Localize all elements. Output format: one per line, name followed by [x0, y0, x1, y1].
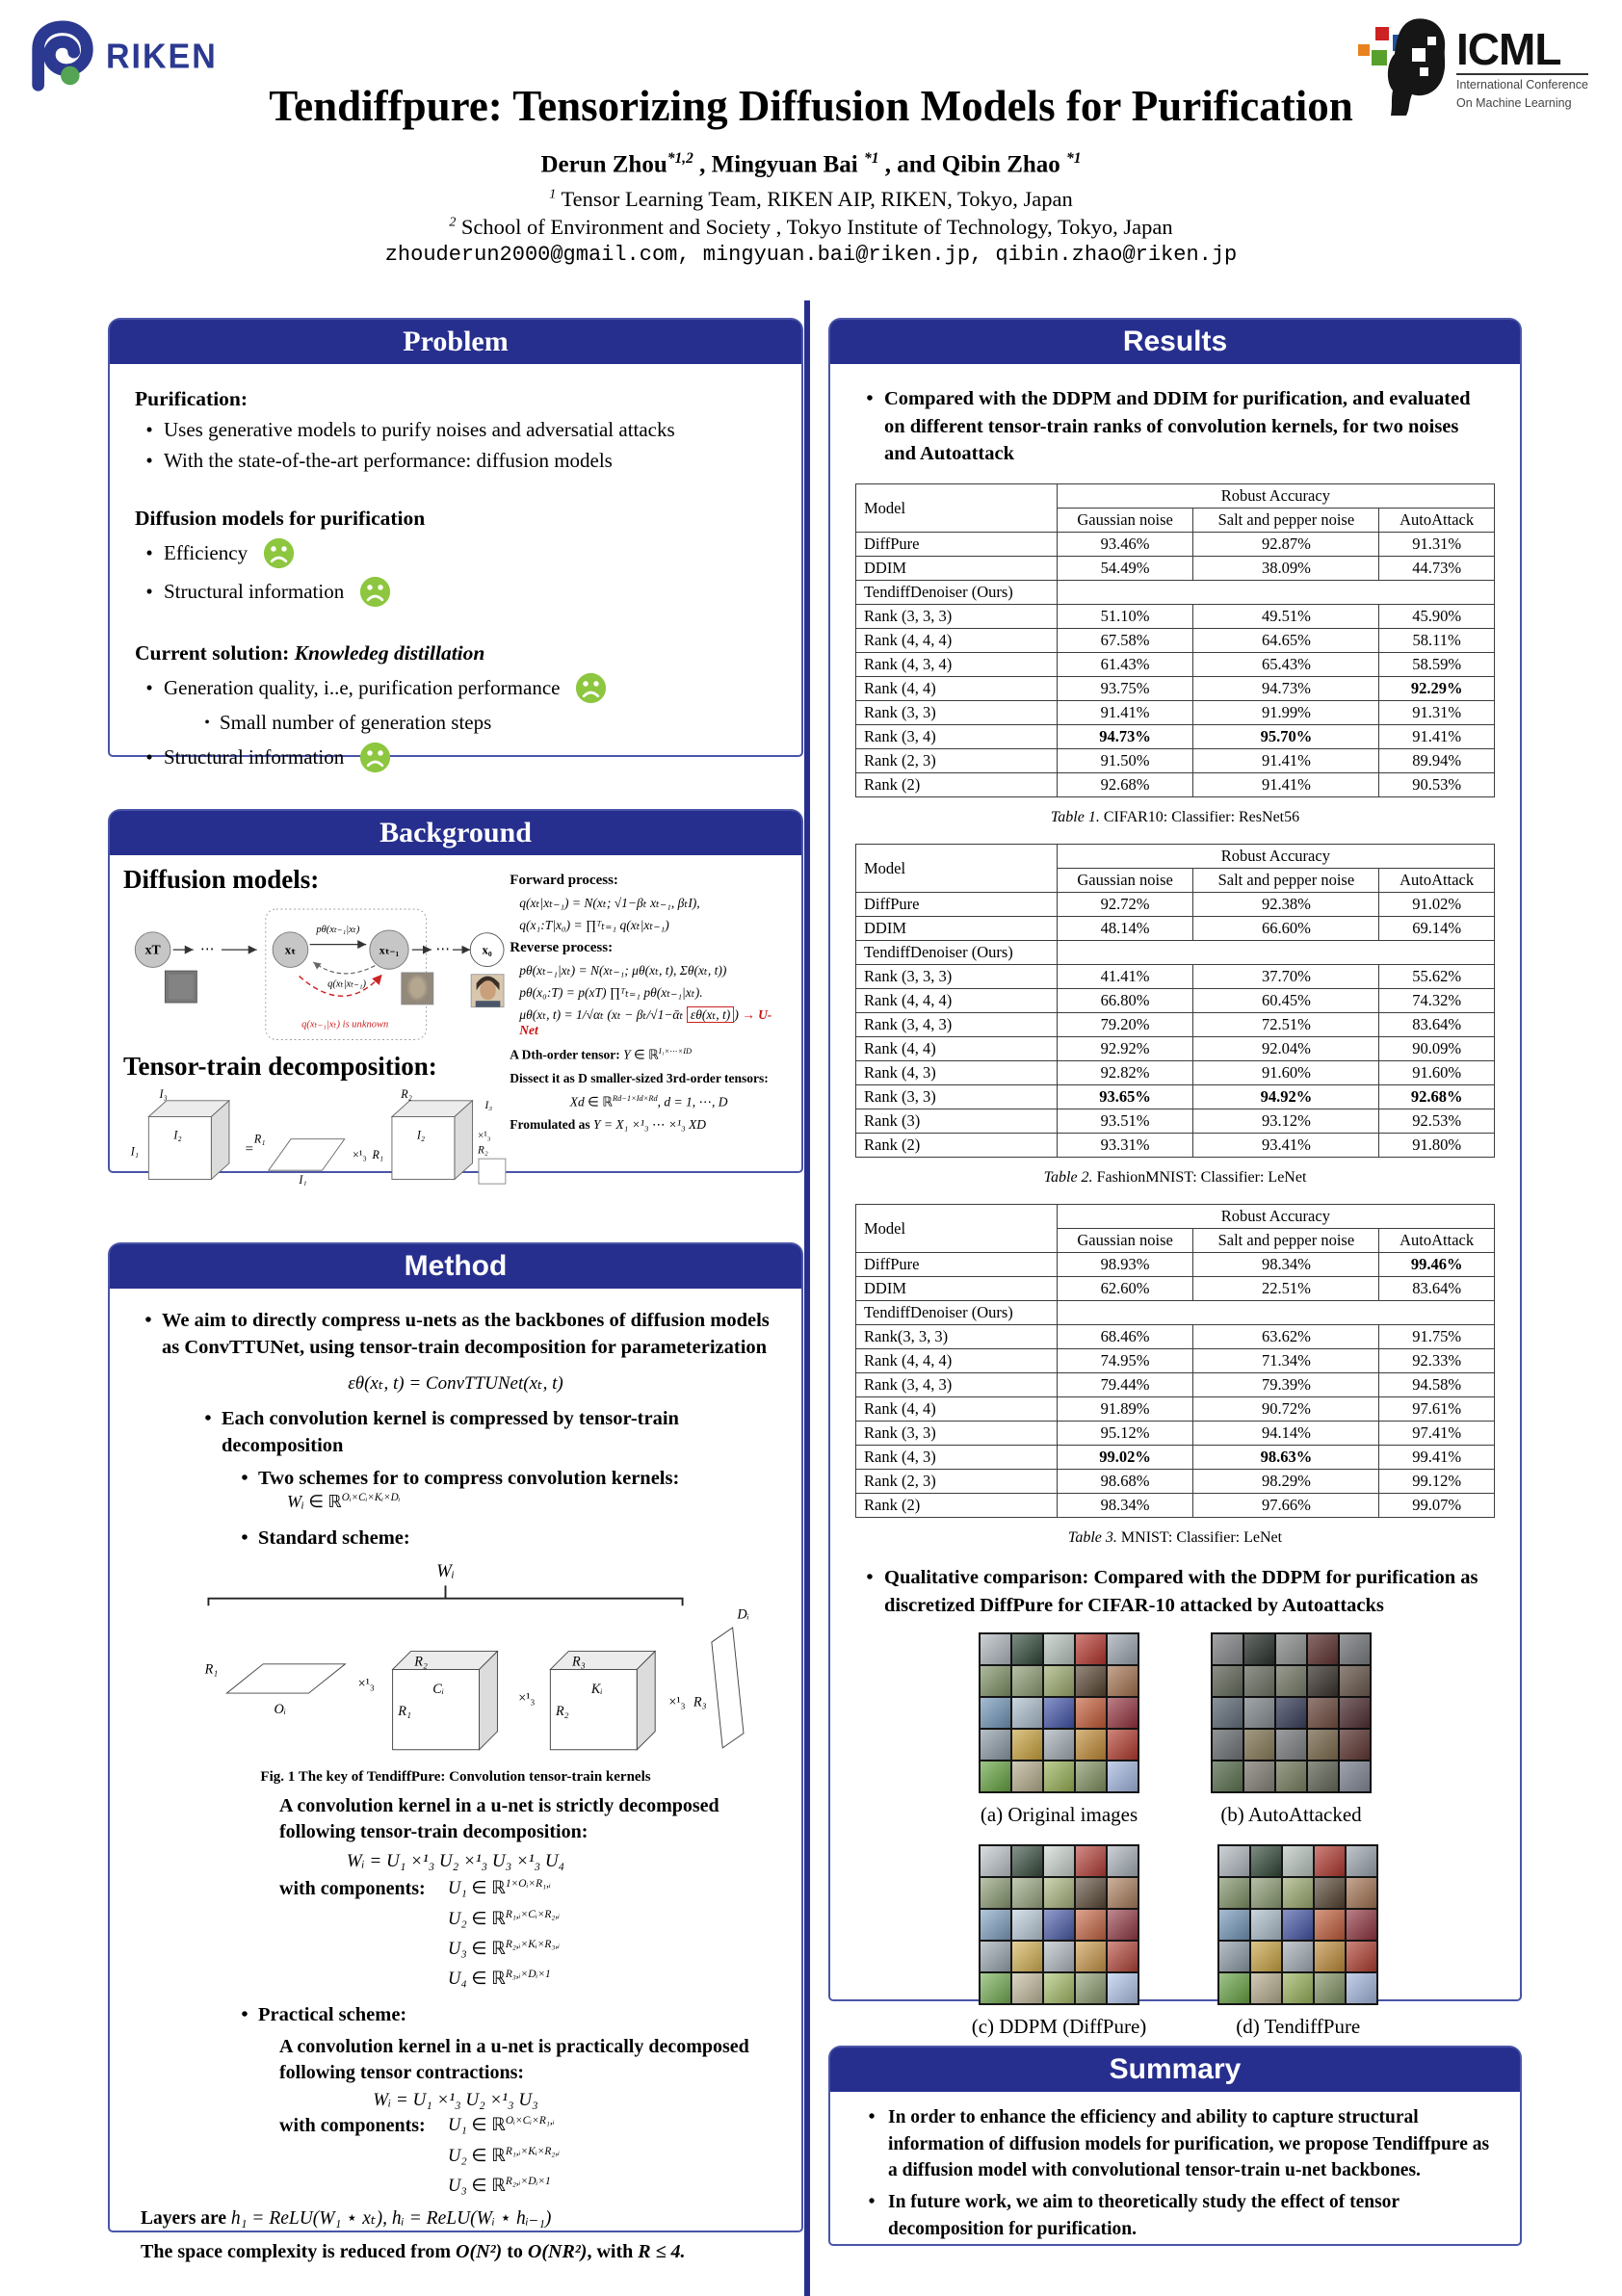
svg-text:q(xₜ|xₜ₋₁): q(xₜ|xₜ₋₁): [327, 978, 367, 990]
sad-face-icon: [359, 742, 391, 773]
figure-1-caption: Fig. 1 The key of TendiffPure: Convolution tensor-train kernels: [260, 1769, 651, 1786]
with-components-label: with components:: [279, 1878, 426, 1900]
method-panel: [108, 1242, 803, 2263]
svg-text:×¹₃: ×¹₃: [353, 1148, 367, 1162]
reverse-eq-2: pθ(x₀:T) = p(xT) ∏ᵀₜ₌₁ pθ(xₜ₋₁|xₜ).: [519, 985, 703, 1000]
svg-text:Kᵢ: Kᵢ: [590, 1682, 603, 1698]
authors-line: Derun Zhou$^{*1,2}$ , Mingyuan Bai $^{*1}$ , and Qibin Zhao $^{*1}$: [540, 150, 1082, 178]
component-u2: U₂ ∈ ℝ$^{R_1,ᵢ\times Cᵢ\times R_2,ᵢ}$: [448, 1909, 561, 1930]
grid-caption-b: (b) AutoAttacked: [1220, 1803, 1362, 1827]
table-3-caption: Table 3. MNIST: Classifier: LeNet: [1067, 1529, 1283, 1547]
svg-text:×¹₃: ×¹₃: [518, 1690, 536, 1707]
reverse-eq-1: pθ(xₜ₋₁|xₜ) = N(xₜ₋₁; μθ(xₜ, t), Σθ(xₜ, t)): [519, 963, 727, 978]
svg-text:xₜ: xₜ: [284, 943, 297, 957]
background-panel: [108, 809, 803, 1186]
current-solution-heading: Current solution: Knowledeg distillation: [135, 641, 485, 665]
list-item: • Structural information: [135, 576, 776, 608]
method-section-header: [110, 1244, 801, 1289]
diffusion-models-heading: Diffusion models for purification: [135, 507, 426, 530]
diffusion-models-subheading: Diffusion models:: [123, 865, 320, 894]
practical-decomposition-text: A convolution kernel in a u-net is practically decomposed following tensor contractions:: [279, 2036, 749, 2084]
affiliation-2: $^2$ School of Environment and Society , Tokyo Institute of Technology, Tokyo, Japan: [449, 215, 1173, 239]
svg-text:R₂: R₂: [478, 1144, 488, 1157]
component-u4: U₄ ∈ ℝ$^{R_3,ᵢ\times Dᵢ\times 1}$: [448, 1969, 551, 1990]
grid-caption-a: (a) Original images: [980, 1803, 1138, 1827]
svg-text:I₂: I₂: [416, 1128, 426, 1142]
practical-scheme-label: • Practical scheme:: [231, 2002, 776, 2029]
svg-text:Wᵢ: Wᵢ: [436, 1560, 455, 1581]
image-grid-autoattacked: [1211, 1632, 1372, 1839]
component-u1: U₁ ∈ ℝ$^{1\times Oᵢ\times R_1,ᵢ}$: [448, 1878, 551, 1899]
svg-text:⋯: ⋯: [200, 941, 215, 957]
cifar-grid-a: [979, 1632, 1139, 1793]
standard-components: [279, 1878, 776, 1990]
formulated-line: Fromulated as Y = X₁ ×¹₃ ⋯ ×¹₃ XD: [510, 1117, 707, 1132]
mu-equation: μθ(xₜ, t) = 1/√αₜ (xₜ − βₜ/√1−ᾱₜ εθ(xₜ, t) ) → U-Net: [519, 1007, 772, 1037]
x-d-line: Xd ∈ ℝ$^{Rd-1\times Id\times Rd}$, d = 1, ⋯, D: [569, 1093, 728, 1109]
kernel-space-definition: Wᵢ ∈ ℝ$^{Oᵢ\times Cᵢ\times Kᵢ\times Dᵢ}$: [287, 1492, 401, 1512]
dth-order-tensor-line: A Dth-order tensor: Y ∈ ℝ$^{I_1\times\cdots\times ID}$: [510, 1047, 693, 1062]
grid-caption-c: (c) DDPM (DiffPure): [971, 2015, 1147, 2039]
list-item: • Efficiency: [135, 537, 776, 569]
component-u3: U₃ ∈ ℝ$^{R_2,ᵢ\times Kᵢ\times R_3,ᵢ}$: [448, 1939, 561, 1960]
qualitative-figure: [855, 1632, 1495, 2056]
diffusion-chain-diagram: [123, 899, 509, 1045]
svg-text:R₁: R₁: [372, 1148, 384, 1162]
icml-logo-text: ICML: [1456, 27, 1588, 75]
purification-heading: Purification:: [135, 387, 249, 410]
cifar-grid-c: [979, 1844, 1139, 2005]
results-table-mnist: Model Robust Accuracy Gaussian noise Salt and pepper noise AutoAttack DiffPure 98.93% 98.34% 99.46% DDIM 62.60% 22.51% 83.64% TendiffDenoiser (Ours) Rank(3, 3, 3) 68.46% 63.62% 91.75% Rank (4, 4, 4) 74.95% 71.34% 92.33% Rank (3, 4, 3) 79.44% 79.39% 94.58% Rank (4, 4) 91.89% 90.72% 97.61% Rank (3, 3) 95.12% 94.14% 97.41% Rank (4, 3) 99.02% 98.63% 99.41% Rank (2, 3) 98.68% 98.29% 99.12% Rank (2) 98.34% 97.66% 99.07%: [855, 1204, 1495, 1518]
svg-text:R₃: R₃: [693, 1694, 707, 1710]
svg-text:I₁: I₁: [130, 1144, 140, 1159]
layers-equation: Layers are h₁ = ReLU(W₁ ⋆ xₜ), hᵢ = ReLU(Wᵢ ⋆ hᵢ₋₁): [141, 2208, 552, 2230]
column-divider: [804, 300, 810, 2296]
svg-text:Oᵢ: Oᵢ: [274, 1701, 287, 1717]
summary-panel: [828, 2046, 1522, 2246]
svg-text:R₂: R₂: [556, 1703, 569, 1719]
tt-kernel-figure: [135, 1558, 756, 1762]
grid-caption-d: (d) TendiffPure: [1236, 2015, 1361, 2039]
svg-text:Cᵢ: Cᵢ: [432, 1682, 444, 1698]
tensor-train-diagram: [123, 1085, 509, 1186]
practical-components: [279, 2115, 776, 2197]
svg-text:=: =: [245, 1141, 254, 1158]
background-section-title: Background: [379, 817, 532, 848]
sad-face-icon: [359, 576, 391, 608]
svg-text:R₁: R₁: [398, 1703, 411, 1719]
image-grid-ddpm: [972, 1844, 1147, 2050]
image-grid-original: [979, 1632, 1139, 1839]
forward-eq-2: q(x₁:T|x₀) = ∏ᵀₜ₌₁ q(xₜ|xₜ₋₁): [519, 918, 669, 932]
svg-text:I₃: I₃: [484, 1100, 493, 1112]
strict-decomposition-text: A convolution kernel in a u-net is strictly decomposed following tensor-train decomposition:: [279, 1795, 719, 1843]
list-item: • Uses generative models to purify noises and adversatial attacks: [135, 418, 776, 442]
space-complexity-line: The space complexity is reduced from O(N²) to O(NR²), with R ≤ 4.: [141, 2241, 686, 2263]
results-section-title: Results: [1122, 326, 1228, 357]
svg-text:R₃: R₃: [572, 1654, 586, 1670]
sad-face-icon: [263, 537, 295, 569]
list-item: • Generation quality, i..e, purification performance: [135, 672, 776, 704]
standard-equation: Wᵢ = U₁ ×¹₃ U₂ ×¹₃ U₃ ×¹₃ U₄: [346, 1851, 565, 1872]
cifar-grid-b: [1211, 1632, 1372, 1793]
component-u2: U₂ ∈ ℝ$^{R_1,ᵢ\times Kᵢ\times R_2,ᵢ}$: [448, 2146, 561, 2167]
summary-bullet-1: • In order to enhance the efficiency and ability to capture structural information of diffusion models for purification, we propose Tendiffpure as a diffusion model with convolutional tensor-train u-net backbones.: [855, 2104, 1495, 2184]
results-qualitative-bullet: • Qualitative comparison: Compared with the DDPM for purification as discretized DiffPure for CIFAR-10 attacked by Autoattacks: [855, 1564, 1495, 1619]
list-item: • Small number of generation steps: [195, 711, 776, 735]
svg-text:R₁: R₁: [253, 1132, 266, 1146]
summary-bullet-2: • In future work, we aim to theoretically study the effect of tensor decomposition for purification.: [855, 2189, 1495, 2242]
problem-section-title: Problem: [403, 326, 509, 357]
problem-section-header: [110, 320, 801, 364]
with-components-label: with components:: [279, 2115, 426, 2137]
svg-text:xₜ₋₁: xₜ₋₁: [379, 943, 400, 957]
affiliation-1: $^1$ Tensor Learning Team, RIKEN AIP, RIKEN, Tokyo, Japan: [549, 187, 1073, 211]
svg-text:Dᵢ: Dᵢ: [737, 1606, 749, 1623]
summary-section-header: [830, 2048, 1520, 2092]
icml-subtitle-line1: International Conference: [1456, 78, 1588, 91]
table-1-caption: Table 1. CIFAR10: Classifier: ResNet56: [1050, 809, 1300, 826]
svg-text:I₃: I₃: [159, 1087, 168, 1101]
results-section-header: [830, 320, 1520, 364]
svg-text:I₁: I₁: [299, 1173, 307, 1186]
method-intro: • We aim to directly compress u-nets as the backbones of diffusion models as ConvTTUNet, using tensor-train decomposition for parameterization: [135, 1308, 776, 1361]
svg-text:×¹₃: ×¹₃: [478, 1130, 491, 1142]
svg-text:pθ(xₜ₋₁|xₜ): pθ(xₜ₋₁|xₜ): [316, 924, 360, 935]
riken-logo-text: RIKEN: [106, 37, 218, 76]
results-table-fashionmnist: Model Robust Accuracy Gaussian noise Salt and pepper noise AutoAttack DiffPure 92.72% 92.38% 91.02% DDIM 48.14% 66.60% 69.14% TendiffDenoiser (Ours) Rank (3, 3, 3) 41.41% 37.70% 55.62% Rank (4, 4, 4) 66.80% 60.45% 74.32% Rank (3, 4, 3) 79.20% 72.51% 83.64% Rank (4, 4) 92.92% 92.04% 90.09% Rank (4, 3) 92.82% 91.60% 91.60% Rank (3, 3) 93.65% 94.92% 92.68% Rank (3) 93.51% 93.12% 92.53% Rank (2) 93.31% 93.41% 91.80%: [855, 844, 1495, 1158]
reverse-process-label: Reverse process:: [510, 940, 614, 955]
list-item: • Structural information: [135, 742, 776, 773]
svg-text:I₂: I₂: [173, 1128, 182, 1142]
summary-section-title: Summary: [1109, 2053, 1242, 2085]
cifar-grid-d: [1217, 1844, 1378, 2005]
page-title: Tendiffpure: Tensorizing Diffusion Models for Purification: [269, 82, 1353, 130]
svg-text:x₀: x₀: [482, 943, 492, 957]
tensor-train-subheading: Tensor-train decomposition:: [123, 1052, 437, 1081]
method-section-title: Method: [404, 1250, 508, 1282]
image-grid-tendiffpure: [1217, 1844, 1378, 2050]
convttunet-equation: εθ(xₜ, t) = ConvTTUNet(xₜ, t): [348, 1373, 563, 1395]
results-table-cifar10: Model Robust Accuracy Gaussian noise Salt and pepper noise AutoAttack DiffPure 93.46% 92.87% 91.31% DDIM 54.49% 38.09% 44.73% TendiffDenoiser (Ours) Rank (3, 3, 3) 51.10% 49.51% 45.90% Rank (4, 4, 4) 67.58% 64.65% 58.11% Rank (4, 3, 4) 61.43% 65.43% 58.59% Rank (4, 4) 93.75% 94.73% 92.29% Rank (3, 3) 91.41% 91.99% 91.31% Rank (3, 4) 94.73% 95.70% 91.41% Rank (2, 3) 91.50% 91.41% 89.94% Rank (2) 92.68% 91.41% 90.53%: [855, 483, 1495, 797]
standard-scheme-label: • Standard scheme:: [231, 1526, 776, 1552]
svg-text:×¹₃: ×¹₃: [668, 1694, 686, 1710]
forward-process-label: Forward process:: [510, 873, 618, 888]
svg-text:⋯: ⋯: [435, 941, 451, 957]
problem-panel: [108, 318, 803, 769]
list-item: • With the state-of-the-art performance: diffusion models: [135, 449, 776, 473]
svg-text:xT: xT: [144, 942, 161, 957]
list-item: • Two schemes for to compress convolution kernels:: [231, 1466, 776, 1493]
table-2-caption: Table 2. FashionMNIST: Classifier: LeNet: [1043, 1169, 1307, 1187]
svg-text:R₂: R₂: [401, 1087, 412, 1101]
svg-text:×¹₃: ×¹₃: [357, 1676, 375, 1692]
results-panel: [828, 318, 1522, 2039]
icml-subtitle-line2: On Machine Learning: [1456, 95, 1572, 110]
results-main-bullet: • Compared with the DDPM and DDIM for purification, and evaluated on different tensor-train ranks of convolution kernels, for two noises and Autoattack: [855, 385, 1495, 468]
sad-face-icon: [575, 672, 607, 704]
dissect-line: Dissect it as D smaller-sized 3rd-order tensors:: [510, 1070, 769, 1085]
author-emails: zhouderun2000@gmail.com, mingyuan.bai@riken.jp, qibin.zhao@riken.jp: [384, 243, 1238, 267]
forward-eq-1: q(xₜ|xₜ₋₁) = N(xₜ; √1−βₜ xₜ₋₁, βₜI),: [519, 896, 700, 910]
component-u3: U₃ ∈ ℝ$^{R_2,ᵢ\times Dᵢ\times 1}$: [448, 2176, 551, 2197]
svg-text:q(xₜ₋₁|xₜ) is unknown: q(xₜ₋₁|xₜ) is unknown: [301, 1019, 389, 1031]
svg-text:R₁: R₁: [204, 1661, 219, 1678]
list-item: • Each convolution kernel is compressed by tensor-train decomposition: [195, 1406, 776, 1459]
background-section-header: [110, 811, 801, 855]
svg-text:R₂: R₂: [414, 1654, 428, 1670]
practical-equation: Wᵢ = U₁ ×¹₃ U₂ ×¹₃ U₃: [373, 2090, 538, 2111]
component-u1: U₁ ∈ ℝ$^{Oᵢ\times Cᵢ\times R_1,ᵢ}$: [448, 2115, 555, 2136]
